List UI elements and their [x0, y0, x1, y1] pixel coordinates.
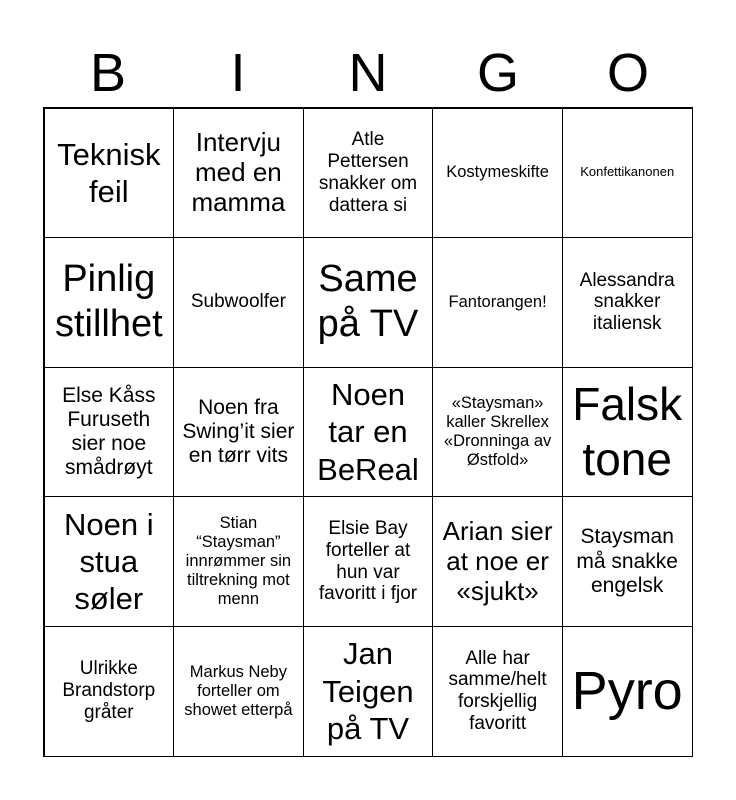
bingo-cell[interactable]: Noen fra Swing’it sier en tørr vits [173, 367, 304, 498]
bingo-cell[interactable]: Jan Teigen på TV [303, 626, 434, 757]
bingo-cell[interactable]: Pinlig stillhet [44, 237, 175, 368]
bingo-cell[interactable]: Falsk tone [562, 367, 693, 498]
header-letter-g: G [476, 43, 519, 103]
bingo-cell[interactable]: Alle har samme/helt forskjellig favoritt [432, 626, 563, 757]
header-letter-b: B [89, 43, 127, 103]
header-letter-i: I [230, 43, 246, 103]
bingo-cell[interactable]: Alessandra snakker italiensk [562, 237, 693, 368]
bingo-cell[interactable]: Subwoolfer [173, 237, 304, 368]
bingo-cell[interactable]: Fantorangen! [432, 237, 563, 368]
bingo-cell[interactable]: Noen i stua søler [44, 496, 175, 627]
bingo-cell[interactable]: Kostymeskifte [432, 108, 563, 239]
bingo-cell[interactable]: Noen tar en BeReal [303, 367, 434, 498]
bingo-cell[interactable]: Same på TV [303, 237, 434, 368]
bingo-grid [43, 107, 693, 757]
bingo-cell[interactable]: Konfettikanonen [562, 108, 693, 239]
bingo-cell[interactable]: Intervju med en mamma [173, 108, 304, 239]
header-letter-n: N [348, 43, 388, 103]
bingo-cell[interactable]: Pyro [562, 626, 693, 757]
bingo-header [43, 40, 693, 106]
bingo-cell[interactable]: Atle Pettersen snakker om dattera si [303, 108, 434, 239]
bingo-cell[interactable]: Else Kåss Furuseth sier noe smådrøyt [44, 367, 175, 498]
bingo-cell[interactable]: Arian sier at noe er «sjukt» [432, 496, 563, 627]
bingo-cell[interactable]: Elsie Bay forteller at hun var favoritt i fjor [303, 496, 434, 627]
bingo-cell[interactable]: Markus Neby forteller om showet etterpå [173, 626, 304, 757]
bingo-cell[interactable]: Ulrikke Brandstorp gråter [44, 626, 175, 757]
bingo-cell[interactable]: Teknisk feil [44, 108, 175, 239]
header-letter-o: O [606, 43, 649, 103]
bingo-cell[interactable]: Stian “Staysman” innrømmer sin tiltrekning mot menn [173, 496, 304, 627]
bingo-cell[interactable]: «Staysman» kaller Skrellex «Dronninga av Østfold» [432, 367, 563, 498]
bingo-cell[interactable]: Staysman må snakke engelsk [562, 496, 693, 627]
